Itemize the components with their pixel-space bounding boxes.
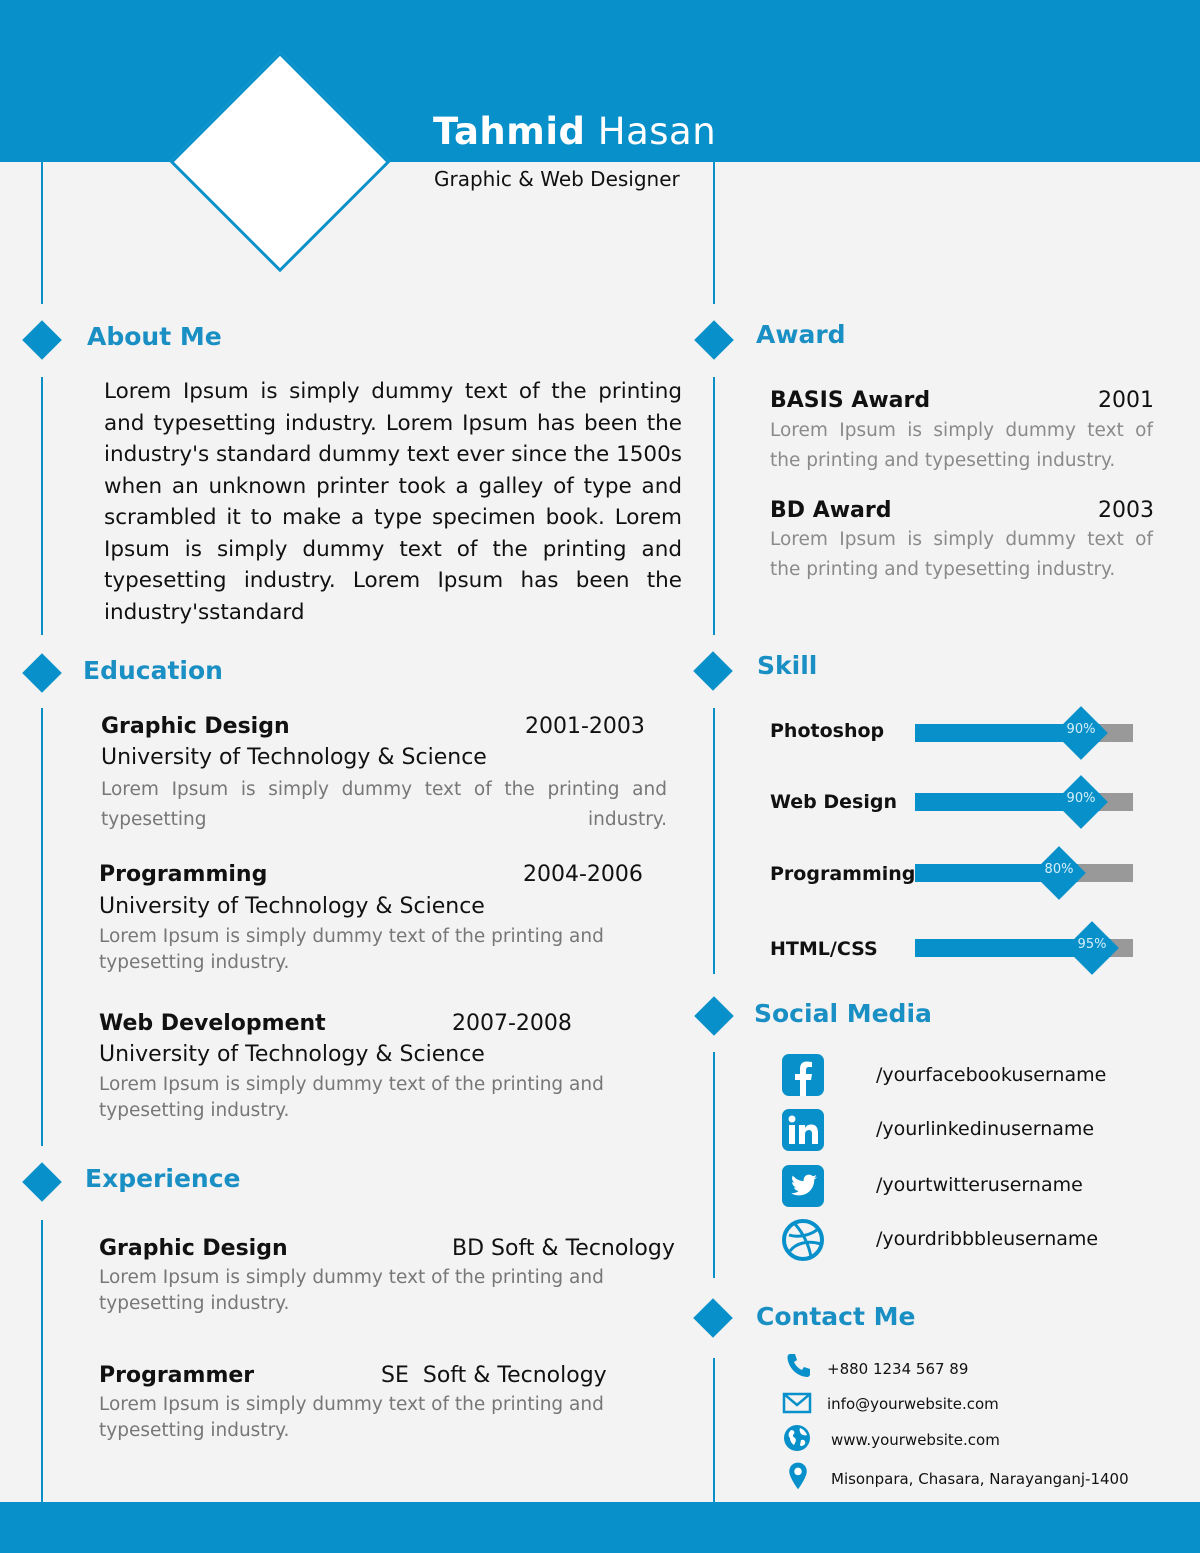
contact-heading: Contact Me — [756, 1302, 916, 1331]
skill-percent: 95% — [1077, 937, 1107, 952]
linkedin-link[interactable]: /yourlinkedinusername — [876, 1118, 1095, 1140]
award-desc: Lorem Ipsum is simply dummy text of the printing and typesetting industry. — [770, 420, 1153, 471]
facebook-icon[interactable] — [781, 1053, 825, 1097]
section-marker — [22, 653, 62, 693]
left-timeline-line — [41, 377, 43, 635]
education-heading: Education — [83, 656, 223, 685]
left-timeline-line — [41, 708, 43, 1146]
globe-icon — [782, 1423, 812, 1453]
experience-heading: Experience — [85, 1164, 241, 1193]
first-name: Tahmid — [433, 110, 586, 153]
section-marker — [22, 1162, 62, 1202]
last-name: Hasan — [597, 110, 717, 153]
skill-percent: 90% — [1066, 722, 1096, 737]
section-marker — [693, 1298, 733, 1338]
skill-bar — [915, 793, 1133, 811]
twitter-link[interactable]: /yourtwitterusername — [876, 1174, 1083, 1196]
education-desc: Lorem Ipsum is simply dummy text of the printing and typesetting industry. — [99, 1074, 604, 1121]
education-school: University of Technology & Science — [99, 1042, 485, 1067]
about-heading: About Me — [87, 322, 222, 351]
right-timeline-line — [713, 1358, 715, 1502]
experience-title: Graphic Design — [99, 1236, 288, 1261]
location-pin-icon — [783, 1461, 813, 1491]
left-timeline-line — [41, 162, 43, 304]
education-years: 2004-2006 — [523, 862, 643, 887]
skill-heading: Skill — [757, 651, 818, 680]
award-year: 2001 — [1098, 388, 1154, 413]
about-text: Lorem Ipsum is simply dummy text of the printing and typesetting industry. Lorem Ipsum has been the industry's standard dummy text ever since the 1500s when an unknown printer took a galley of type and scrambled it to make a type specimen book. Lorem Ipsum is simply dummy text of the printing and typesetting industry. Lorem Ipsum has been the industry'sstandard — [104, 379, 682, 625]
dribbble-icon[interactable] — [781, 1218, 825, 1262]
education-desc: Lorem Ipsum is simply dummy text of the printing and typesetting industry. — [99, 926, 604, 973]
footer-band — [0, 1502, 1200, 1553]
left-timeline-line — [41, 1220, 43, 1502]
skill-bar — [915, 724, 1133, 742]
facebook-link[interactable]: /yourfacebookusername — [876, 1064, 1107, 1086]
education-title: Web Development — [99, 1011, 326, 1036]
education-school: University of Technology & Science — [99, 894, 485, 919]
experience-title: Programmer — [99, 1363, 255, 1388]
right-timeline-line — [713, 162, 715, 304]
full-name — [433, 110, 716, 153]
job-title: Graphic & Web Designer — [434, 167, 680, 191]
award-title: BASIS Award — [770, 388, 931, 413]
award-desc: Lorem Ipsum is simply dummy text of the printing and typesetting industry. — [770, 529, 1153, 580]
contact-address: Misonpara, Chasara, Narayanganj-1400 — [831, 1470, 1129, 1488]
social-heading: Social Media — [754, 999, 932, 1028]
education-desc: Lorem Ipsum is simply dummy text of the printing and typesetting industry. — [101, 779, 667, 830]
contact-email[interactable]: info@yourwebsite.com — [827, 1395, 999, 1413]
experience-company: SE Soft & Tecnology — [381, 1363, 607, 1388]
education-title: Programming — [99, 862, 268, 887]
section-marker — [694, 320, 734, 360]
section-marker — [694, 996, 734, 1036]
skill-bar — [915, 939, 1133, 957]
skill-name: Photoshop — [770, 720, 885, 742]
skill-percent: 90% — [1066, 791, 1096, 806]
email-icon — [782, 1388, 812, 1418]
experience-desc: Lorem Ipsum is simply dummy text of the printing and typesetting industry. — [99, 1394, 604, 1441]
experience-company: BD Soft & Tecnology — [452, 1236, 675, 1261]
skill-name: Web Design — [770, 791, 897, 813]
award-title: BD Award — [770, 498, 892, 523]
dribbble-link[interactable]: /yourdribbbleusername — [876, 1228, 1099, 1250]
skill-name: Programming — [770, 863, 916, 885]
award-year: 2003 — [1098, 498, 1154, 523]
skill-name: HTML/CSS — [770, 938, 878, 960]
contact-phone[interactable]: +880 1234 567 89 — [827, 1360, 969, 1378]
right-timeline-line — [713, 1052, 715, 1278]
education-school: University of Technology & Science — [101, 745, 487, 770]
section-marker — [22, 320, 62, 360]
education-title: Graphic Design — [101, 714, 290, 739]
section-marker — [693, 651, 733, 691]
skill-percent: 80% — [1044, 862, 1074, 877]
experience-desc: Lorem Ipsum is simply dummy text of the printing and typesetting industry. — [99, 1267, 604, 1314]
twitter-icon[interactable] — [781, 1164, 825, 1208]
education-years: 2001-2003 — [525, 714, 645, 739]
right-timeline-line — [713, 377, 715, 635]
phone-icon — [784, 1351, 814, 1381]
contact-website[interactable]: www.yourwebsite.com — [831, 1431, 1000, 1449]
linkedin-icon[interactable] — [781, 1108, 825, 1152]
right-timeline-line — [713, 708, 715, 974]
education-years: 2007-2008 — [452, 1011, 572, 1036]
award-heading: Award — [756, 320, 846, 349]
skill-bar — [915, 864, 1133, 882]
